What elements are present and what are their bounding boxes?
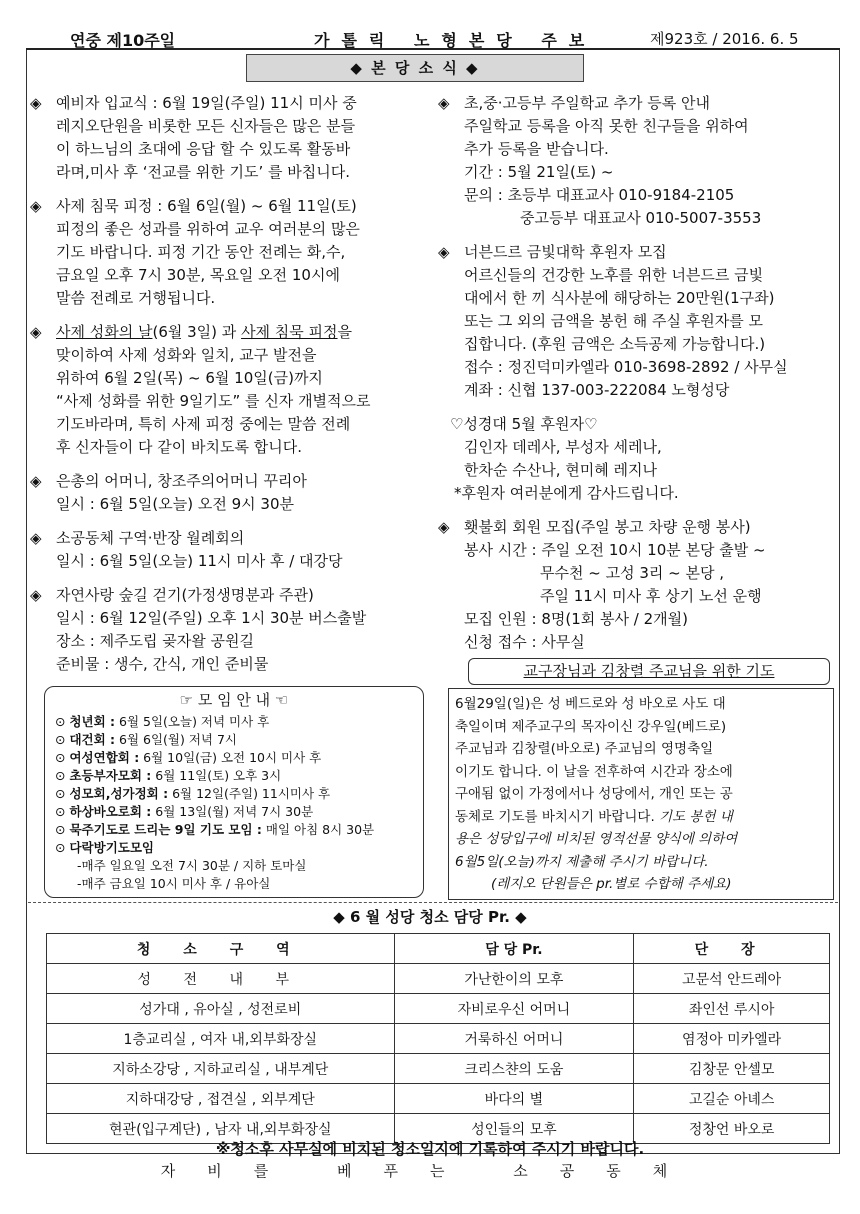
prayer-line: 축일이며 제주교구의 목자이신 강우일(베드로) [455, 718, 727, 735]
table-row [47, 1024, 830, 1054]
meeting-title: ☞ 모 임 안 내 ☜ [179, 691, 289, 709]
meeting-name: 초등부자모회 : [69, 768, 152, 783]
notice-line: 추가 등록을 받습니다. [464, 140, 609, 158]
notice-line: 소공동체 구역·반장 월례회의 [56, 529, 245, 547]
cleaning-area: 지하소강당 , 지하교리실 , 내부계단 [47, 1054, 395, 1084]
sponsors-title: ♡성경대 5월 후원자♡ [450, 415, 598, 433]
table-row [47, 1054, 830, 1084]
meeting-time: 6월 10일(금) 오전 10시 미사 후 [139, 750, 322, 765]
prayer-italic-line: (레지오 단원들은 pr.별로 수합해 주세요) [491, 876, 732, 892]
notice-line: 또는 그 외의 금액을 봉헌 해 주실 후원자를 모 [464, 312, 763, 330]
notice-sponsors [438, 413, 838, 505]
contact-elementary: 문의 : 초등부 대표교사 010-9184-2105 [464, 186, 735, 204]
notice-priest-sanctification [30, 321, 430, 459]
circle-dot-icon: ⊙ [55, 786, 66, 801]
diamond-bullet-icon: ◈ [30, 197, 42, 215]
table-row [47, 1084, 830, 1114]
notice-line: 대에서 한 끼 식사분에 해당하는 20만원(1구좌) [464, 289, 775, 307]
section-divider [28, 902, 838, 903]
meeting-row [55, 731, 413, 749]
meeting-row [55, 839, 413, 857]
column-header-pr: 담 당 Pr. [394, 934, 634, 964]
meeting-sub-line: -매주 금요일 10시 미사 후 / 유아실 [77, 876, 271, 891]
notice-line: 자연사랑 숲길 걷기(가정생명분과 주관) [56, 586, 314, 604]
table-row [47, 964, 830, 994]
prayer-line: 구애됨 없이 가정에서나 성당에서, 개인 또는 공 [455, 786, 733, 802]
prayer-line: 주교님과 김창렬(바오로) 주교님의 영명축일 [455, 741, 714, 757]
meeting-name: 청년회 : [69, 714, 116, 729]
notice-line: “사제 성화를 위한 9일기도” 를 신자 개별적으로 [56, 392, 371, 410]
notice-line: 초,중·고등부 주일학교 추가 등록 안내 [464, 94, 710, 112]
notice-line: 기간 : 5월 21일(토) ~ [464, 163, 614, 181]
circle-dot-icon: ⊙ [55, 750, 66, 765]
diamond-bullet-icon: ◈ [30, 94, 42, 112]
notice-line: 은총의 어머니, 창조주의어머니 꾸리아 [56, 472, 307, 490]
prayer-italic-line: 6월5일(오늘)까지 제출해 주시기 바랍니다. [455, 853, 709, 870]
section-banner: ◆ 본 당 소 식 ◆ [246, 54, 584, 82]
meeting-name: 하상바오로회 : [69, 804, 152, 819]
diamond-bullet-icon: ◈ [438, 243, 450, 261]
bulletin-header [22, 26, 840, 50]
cleaning-leader: 고길순 아녜스 [634, 1084, 830, 1114]
cleaning-leader: 고문석 안드레아 [634, 964, 830, 994]
bulletin-title: 가톨릭 노형본당 주보 [314, 31, 597, 50]
diamond-bullet-icon: ◈ [30, 529, 42, 547]
prayer-italic-line: 용은 성당입구에 비치된 영적선물 양식에 의하여 [455, 831, 738, 847]
column-header-area: 청 소 구 역 [47, 934, 395, 964]
cleaning-pr: 거룩하신 어머니 [394, 1024, 634, 1054]
notice-line: 피정의 좋은 성과를 위하여 교우 여러분의 많은 [56, 220, 360, 238]
cleaning-leader: 정창언 바오로 [634, 1114, 830, 1144]
meeting-time: 매일 아침 8시 30분 [261, 822, 375, 837]
meeting-name: 다락방기도모임 [69, 840, 154, 855]
meeting-name: 묵주기도로 드리는 9일 기도 모임 : [69, 822, 262, 837]
cleaning-leader: 좌인선 루시아 [634, 994, 830, 1024]
meeting-row [55, 803, 413, 821]
prayer-line: 6월29일(일)은 성 베드로와 성 바오로 사도 대 [455, 696, 726, 712]
notice-forest-walk [30, 584, 430, 676]
notice-line: 사제 침묵 피정 : 6월 6일(월) ~ 6월 11일(토) [56, 197, 357, 215]
notice-line: 너븐드르 금빛대학 후원자 모집 [464, 243, 667, 261]
notice-line: 위하여 6월 2일(목) ~ 6월 10일(금)까지 [56, 369, 323, 387]
notice-text: (6월 3일) 과 [152, 323, 242, 341]
prayer-box [448, 688, 834, 900]
diamond-bullet-icon: ◈ [30, 472, 42, 490]
diamond-bullet-icon: ◈ [438, 518, 450, 536]
circle-dot-icon: ⊙ [55, 840, 66, 855]
prayer-line [455, 806, 827, 829]
cleaning-area: 성가대 , 유아실 , 성전로비 [47, 994, 395, 1024]
notice-line: 일시 : 6월 5일(오늘) 오전 9시 30분 [56, 495, 294, 513]
notice-golden-college [438, 241, 838, 402]
meeting-name: 여성연합회 : [69, 750, 140, 765]
meeting-row [55, 749, 413, 767]
notice-line: 횃불회 회원 모집(주일 봉고 차량 운행 봉사) [464, 518, 751, 536]
diamond-bullet-icon: ◈ [30, 586, 42, 604]
notice-torch-club [438, 516, 838, 654]
sponsor-thanks: *후원자 여러분에게 감사드립니다. [454, 484, 679, 502]
cleaning-leader: 김창문 안셀모 [634, 1054, 830, 1084]
notice-line: 신청 접수 : 사무실 [464, 633, 585, 651]
notice-line: 금요일 오후 7시 30분, 목요일 오전 10시에 [56, 266, 340, 284]
circle-dot-icon: ⊙ [55, 804, 66, 819]
notice-priest-retreat [30, 195, 430, 310]
prayer-title: 교구장님과 김창렬 주교님을 위한 기도 [468, 658, 830, 685]
cleaning-area: 지하대강당 , 접견실 , 외부계단 [47, 1084, 395, 1114]
notice-line: 계좌 : 신협 137-003-222084 노형성당 [464, 381, 730, 399]
cleaning-area: 현관(입구계단) , 남자 내,외부화장실 [47, 1114, 395, 1144]
cleaning-pr: 가난한이의 모후 [394, 964, 634, 994]
meeting-name: 성모회,성가정회 : [69, 786, 169, 801]
notice-line: 이 하느님의 초대에 응답 할 수 있도록 활동바 [56, 140, 351, 158]
notice-line: 레지오단원을 비롯한 모든 신자들은 많은 분들 [56, 117, 356, 135]
notice-line: 맞이하여 사제 성화와 일치, 교구 발전을 [56, 346, 317, 364]
left-column [30, 92, 430, 687]
diamond-bullet-icon: ◈ [438, 94, 450, 112]
meeting-time: 6월 6일(월) 저녁 7시 [115, 732, 238, 747]
cleaning-pr: 바다의 별 [394, 1084, 634, 1114]
meeting-row [55, 767, 413, 785]
meeting-name: 대건회 : [69, 732, 116, 747]
notice-line: 예비자 입교식 : 6월 19일(주일) 11시 미사 중 [56, 94, 357, 112]
notice-line: 일시 : 6월 12일(주일) 오후 1시 30분 버스출발 [56, 609, 367, 627]
issue-number-date: 제923호 / 2016. 6. 5 [650, 30, 799, 48]
notice-curia [30, 470, 430, 516]
contact-middle-high: 중고등부 대표교사 010-5007-3553 [520, 209, 762, 227]
notice-line: 후 신자들이 다 같이 바치도록 합니다. [56, 438, 302, 456]
meeting-row [55, 785, 413, 803]
meeting-sub-line: -매주 일요일 오전 7시 30분 / 지하 토마실 [77, 858, 307, 873]
cleaning-note: ※청소후 사무실에 비치된 청소일지에 기록하여 주시기 바랍니다. [215, 1140, 645, 1158]
notice-sunday-school [438, 92, 838, 230]
notice-line: 봉사 시간 : 주일 오전 10시 10분 본당 출발 ~ [464, 541, 766, 559]
prayer-text: 동체로 기도를 바치시기 바랍니다. [455, 808, 660, 825]
circle-dot-icon: ⊙ [55, 732, 66, 747]
notice-line: 접수 : 정진덕미카엘라 010-3698-2892 / 사무실 [464, 358, 788, 376]
notice-line: 말씀 전례로 거행됩니다. [56, 289, 216, 307]
meeting-time: 6월 13일(월) 저녁 7시 30분 [151, 804, 314, 819]
meeting-time: 6월 12일(주일) 11시미사 후 [168, 786, 331, 801]
notice-line: 일시 : 6월 5일(오늘) 11시 미사 후 / 대강당 [56, 552, 343, 570]
notice-catechumen [30, 92, 430, 184]
parish-motto: 자비를 베푸는 소공동체 [160, 1162, 700, 1180]
notice-line: 무수천 ~ 고성 3리 ~ 본당 , [540, 564, 724, 582]
cleaning-table [46, 933, 830, 1144]
sponsor-names: 한차순 수산나, 현미혜 레지나 [464, 461, 657, 479]
table-row [47, 994, 830, 1024]
meeting-row [55, 713, 413, 731]
cleaning-leader: 염정아 미카엘라 [634, 1024, 830, 1054]
meeting-info-box [44, 686, 424, 898]
prayer-line: 이기도 합니다. 이 날을 전후하여 시간과 장소에 [455, 763, 733, 780]
underlined-text: 사제 성화의 날 [56, 323, 153, 341]
liturgical-week: 연중 제10주일 [70, 31, 176, 50]
cleaning-title: ◆ 6 월 성당 청소 담당 Pr. ◆ [333, 908, 527, 926]
notice-line: 어르신들의 건강한 노후를 위한 너븐드르 금빛 [464, 266, 764, 284]
notice-line [56, 321, 430, 344]
notice-line: 주일 11시 미사 후 상기 노선 운행 [540, 587, 762, 605]
notice-line: 기도바라며, 특히 사제 피정 중에는 말씀 전례 [56, 415, 351, 433]
table-header-row [47, 934, 830, 964]
cleaning-area: 성 전 내 부 [47, 964, 395, 994]
circle-dot-icon: ⊙ [55, 768, 66, 783]
meeting-time: 6월 11일(토) 오후 3시 [151, 768, 282, 783]
notice-line: 라며,미사 후 ‘전교를 위한 기도’ 를 바칩니다. [56, 163, 351, 181]
circle-dot-icon: ⊙ [55, 822, 66, 837]
notice-line: 장소 : 제주도립 곶자왈 공원길 [56, 632, 255, 650]
underlined-text: 사제 침묵 피정 [241, 323, 338, 341]
sponsor-names: 김인자 데레사, 부성자 세레나, [464, 438, 662, 456]
cleaning-pr: 성인들의 모후 [394, 1114, 634, 1144]
prayer-italic-text: 기도 봉헌 내 [659, 808, 733, 825]
notice-line: 준비물 : 생수, 간식, 개인 준비물 [56, 655, 269, 673]
notice-line: 모집 인원 : 8명(1회 봉사 / 2개월) [464, 610, 688, 628]
notice-community-meeting [30, 527, 430, 573]
cleaning-pr: 자비로우신 어머니 [394, 994, 634, 1024]
column-header-leader: 단 장 [634, 934, 830, 964]
notice-line: 기도 바랍니다. 피정 기간 동안 전례는 화,수, [56, 243, 346, 261]
circle-dot-icon: ⊙ [55, 714, 66, 729]
diamond-bullet-icon: ◈ [30, 323, 42, 341]
cleaning-pr: 크리스챤의 도움 [394, 1054, 634, 1084]
notice-line: 주일학교 등록을 아직 못한 친구들을 위하여 [464, 117, 749, 135]
cleaning-area: 1층교리실 , 여자 내,외부화장실 [47, 1024, 395, 1054]
meeting-row [55, 821, 413, 839]
meeting-time: 6월 5일(오늘) 저녁 미사 후 [115, 714, 270, 729]
notice-text: 을 [337, 323, 353, 341]
notice-line: 집합니다. (후원 금액은 소득공제 가능합니다.) [464, 335, 766, 353]
right-column [438, 92, 838, 665]
